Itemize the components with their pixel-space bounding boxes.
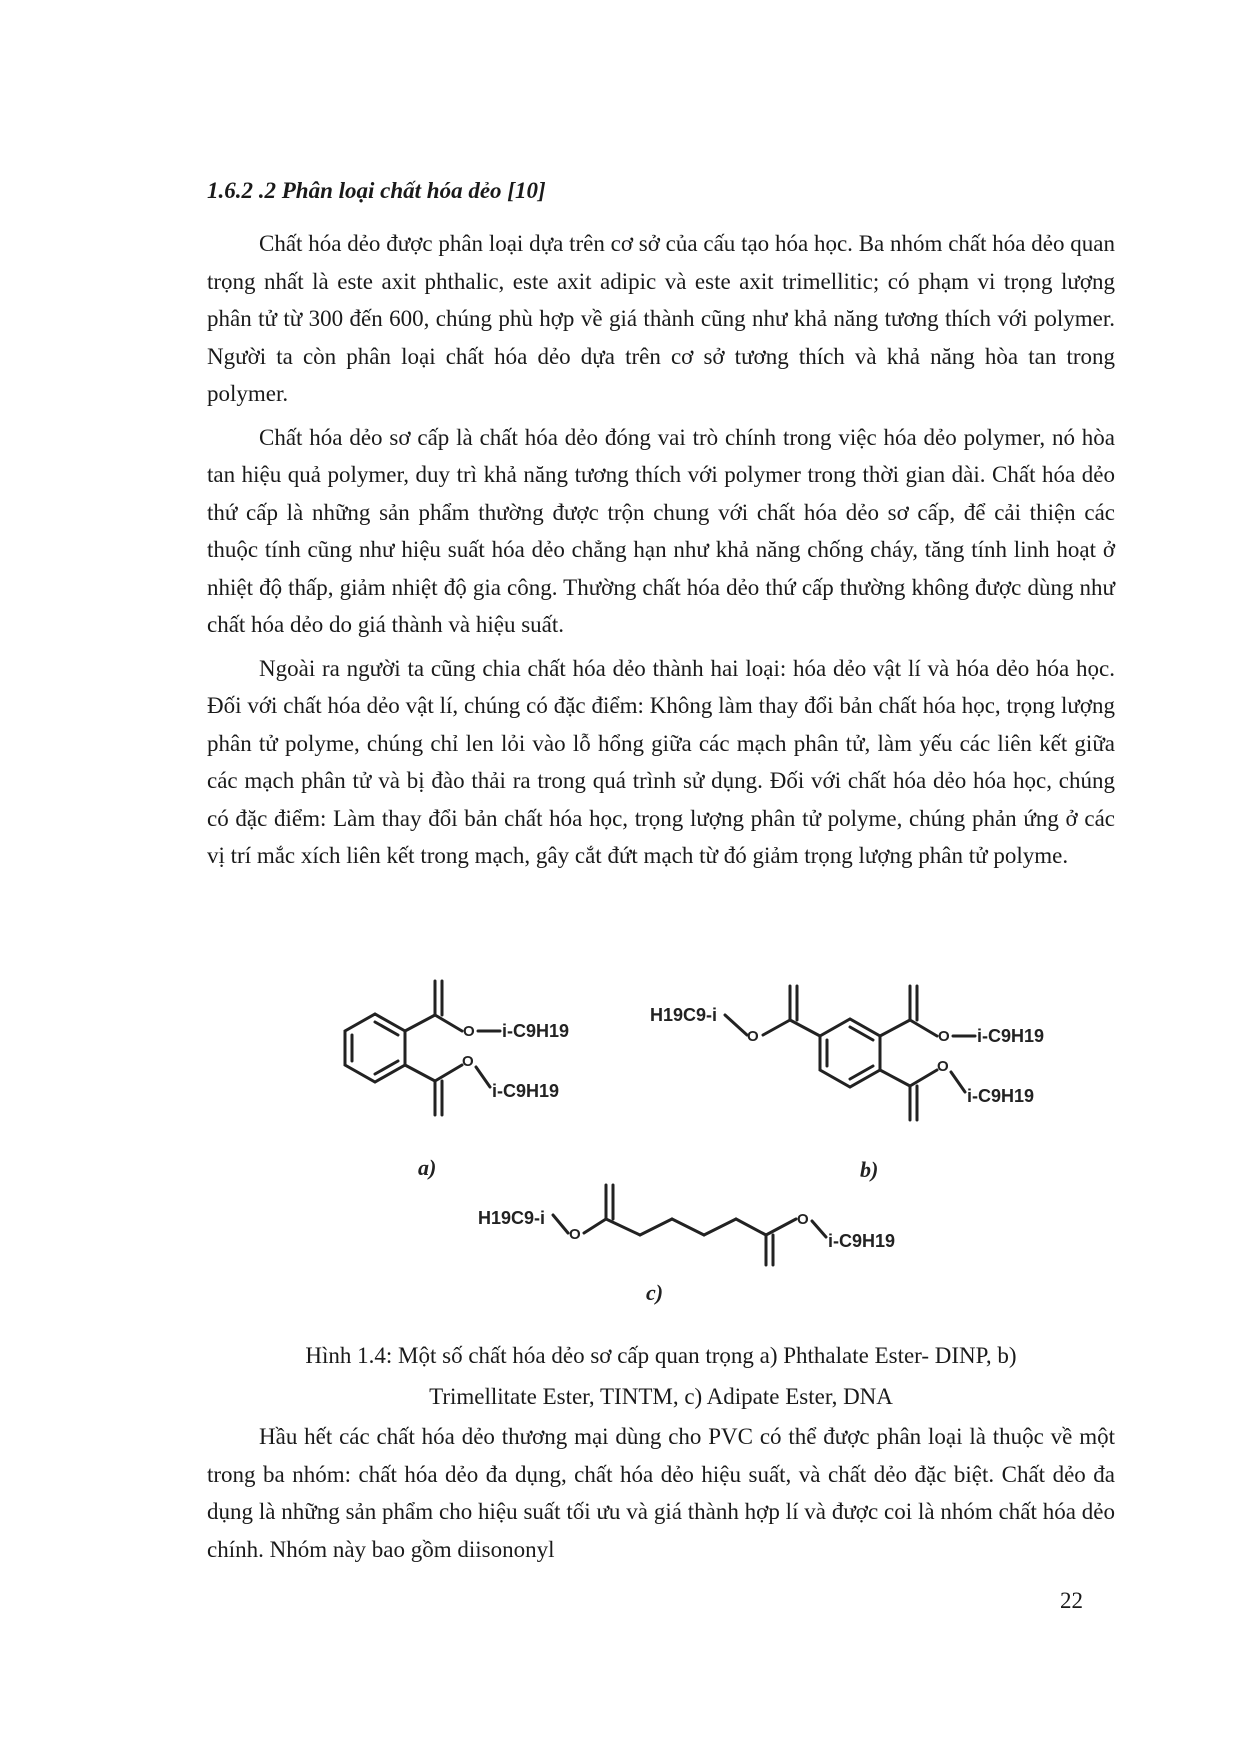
atom-o: O [747,1028,759,1045]
atom-o: O [938,1028,950,1045]
paragraph-primary-secondary: Chất hóa dẻo sơ cấp là chất hóa dẻo đóng vai trò chính trong việc hóa dẻo polymer, nó hòa tan hiệu quả polymer, duy trì khả năng tương thích với polymer trong thời gian dài. Chất hóa dẻo thứ cấp là những sản phẩm thường được trộn chung với chất hóa dẻo sơ cấp, để cải thiện các thuộc tính cũng như hiệu suất hóa dẻo chẳng hạn như khả năng chống cháy, tăng tính linh hoạt ở nhiệt độ thấp, giảm nhiệt độ gia công. Thường chất hóa dẻo thứ cấp thường không được dùng như chất hóa dẻo do giá thành và hiệu suất. [207,424,1115,637]
group-label: i-C9H19 [502,1021,570,1041]
group-label: i-C9H19 [977,1026,1045,1046]
paragraph-classification: Chất hóa dẻo được phân loại dựa trên cơ sở của cấu tạo hóa học. Ba nhóm chất hóa dẻo quan trọng nhất là este axit phthalic, este axit adipic và este axit trimellitic; có phạm vi trọng lượng phân tử từ 300 đến 600, chúng phù hợp về giá thành cũng như khả năng tương thích với polymer. Người ta còn phân loại chất hóa dẻo dựa trên cơ sở tương thích và khả năng hòa tan trong polymer. [207,231,1115,406]
group-label: i-C9H19 [492,1081,560,1101]
group-label: i-C9H19 [828,1231,896,1251]
group-label: i-C9H19 [967,1086,1035,1106]
atom-o: O [462,1053,474,1070]
caption-line: Hình 1.4: Một số chất hóa dẻo sơ cấp quan trọng a) Phthalate Ester- DINP, b) [305,1343,1017,1368]
figure-label-a: a) [418,1155,437,1180]
chemical-structures-drawing [0,975,1240,1305]
section-heading: 1.6.2 .2 Phân loại chất hóa dẻo [10] [207,178,546,203]
paragraph-pvc-groups: Hầu hết các chất hóa dẻo thương mại dùng cho PVC có thể được phân loại là thuộc về một trong ba nhóm: chất hóa dẻo đa dụng, chất hóa dẻo hiệu suất, và chất dẻo đặc biệt. Chất dẻo đa dụng là những sản phẩm cho hiệu suất tối ưu và giá thành hợp lí và được coi là nhóm chất hóa dẻo chính. Nhóm này bao gồm diisononyl [207,1424,1115,1562]
figure-label-c: c) [646,1280,664,1305]
figure-plasticizer-structures [0,975,1240,1305]
structure-a-phthalate [345,981,500,1115]
caption-line: Trimellitate Ester, TINTM, c) Adipate Ester, DNA [429,1384,893,1409]
figure-label-b: b) [860,1157,879,1182]
structure-b-trimellitate [725,986,975,1120]
atom-o: O [937,1058,949,1075]
group-label: H19C9-i [478,1208,546,1228]
page-number: 22 [1060,1588,1083,1613]
atom-o: O [797,1211,809,1228]
atom-o: O [463,1023,475,1040]
group-label: H19C9-i [650,1005,718,1025]
body-text-top [207,225,1115,881]
body-text-bottom [207,1418,1115,1574]
atom-o: O [569,1226,581,1243]
paragraph-physical-chemical: Ngoài ra người ta cũng chia chất hóa dẻo thành hai loại: hóa dẻo vật lí và hóa dẻo hóa học. Đối với chất hóa dẻo vật lí, chúng có đặc điểm: Không làm thay đổi bản chất hóa học, trọng lượng phân tử polyme, chúng chỉ len lỏi vào lỗ hổng giữa các mạch phân tử, làm yếu các liên kết giữa các mạch phân tử và bị đào thải ra trong quá trình sử dụng. Đối với chất hóa dẻo hóa học, chúng có đặc điểm: Làm thay đổi bản chất hóa học, trọng lượng phân tử polyme, chúng phản ứng ở các vị trí mắc xích liên kết trong mạch, gây cắt đứt mạch từ đó giảm trọng lượng phân tử polyme. [207,655,1115,868]
figure-caption [207,1335,1115,1417]
structure-c-adipate [553,1185,826,1265]
